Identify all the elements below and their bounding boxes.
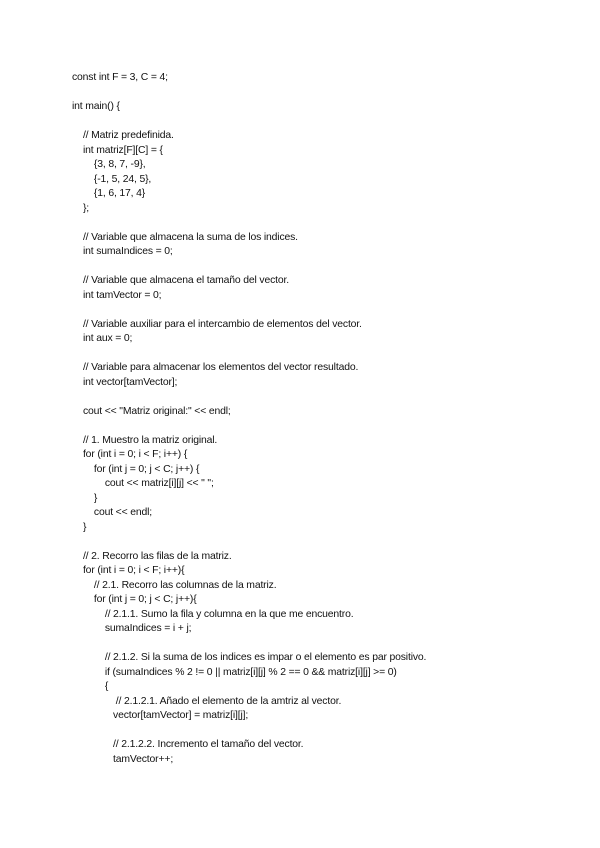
- code-line: int aux = 0;: [72, 333, 133, 344]
- code-line: if (sumaIndices % 2 != 0 || matriz[i][j] % 2 == 0 && matriz[i][j] >= 0): [72, 666, 397, 678]
- code-line: // 1. Muestro la matriz original.: [72, 434, 218, 446]
- code-line: [72, 216, 572, 231]
- code-line: }: [72, 492, 98, 504]
- code-line: // 2. Recorro las filas de la matriz.: [72, 550, 232, 562]
- code-line: // 2.1.2.1. Añado el elemento de la amtriz al vector.: [72, 695, 342, 707]
- code-line: // 2.1.1. Sumo la fila y columna en la que me encuentro.: [72, 608, 354, 620]
- code-listing: [72, 71, 572, 767]
- code-line: // 2.1.2.2. Incremento el tamaño del vector.: [72, 739, 304, 750]
- code-line: // Variable auxiliar para el intercambio de elementos del vector.: [72, 318, 362, 330]
- code-line: [72, 347, 572, 362]
- code-line: [72, 390, 572, 405]
- code-line: int sumaIndices = 0;: [72, 246, 173, 257]
- code-line: for (int i = 0; i < F; i++){: [72, 565, 185, 576]
- code-line: int main() {: [72, 101, 120, 112]
- code-line: };: [72, 202, 90, 214]
- code-line: [72, 115, 572, 130]
- code-line: int vector[tamVector];: [72, 376, 178, 388]
- code-line: // Matriz predefinida.: [72, 130, 174, 141]
- code-line: for (int j = 0; j < C; j++){: [72, 594, 197, 605]
- code-line: tamVector++;: [72, 753, 174, 765]
- code-line: [72, 637, 572, 652]
- code-line: [72, 724, 572, 739]
- code-line: int matriz[F][C] = {: [72, 144, 163, 156]
- code-line: cout << matriz[i][j] << " ";: [72, 478, 214, 489]
- code-line: cout << "Matriz original:" << endl;: [72, 405, 231, 417]
- code-line: // 2.1.2. Si la suma de los indices es impar o el elemento es par positivo.: [72, 652, 427, 663]
- code-line: for (int i = 0; i < F; i++) {: [72, 449, 188, 460]
- code-line: [72, 260, 572, 275]
- code-line: cout << endl;: [72, 507, 153, 518]
- code-line: {: [72, 681, 109, 692]
- code-line: const int F = 3, C = 4;: [72, 72, 168, 83]
- code-line: // Variable para almacenar los elementos del vector resultado.: [72, 362, 359, 373]
- code-line: [72, 419, 572, 434]
- code-line: [72, 535, 572, 550]
- code-line: // Variable que almacena el tamaño del vector.: [72, 275, 289, 286]
- code-line: {3, 8, 7, -9},: [72, 159, 146, 170]
- code-line: {-1, 5, 24, 5},: [72, 173, 152, 185]
- code-line: sumaIndices = i + j;: [72, 623, 192, 634]
- code-line: // 2.1. Recorro las columnas de la matriz.: [72, 579, 277, 591]
- code-line: int tamVector = 0;: [72, 289, 162, 301]
- code-line: {1, 6, 17, 4}: [72, 188, 146, 199]
- code-line: [72, 303, 572, 318]
- code-line: // Variable que almacena la suma de los indices.: [72, 231, 298, 243]
- code-line: vector[tamVector] = matriz[i][j];: [72, 710, 249, 721]
- code-line: for (int j = 0; j < C; j++) {: [72, 463, 200, 475]
- code-line: }: [72, 521, 87, 533]
- code-line: [72, 86, 572, 101]
